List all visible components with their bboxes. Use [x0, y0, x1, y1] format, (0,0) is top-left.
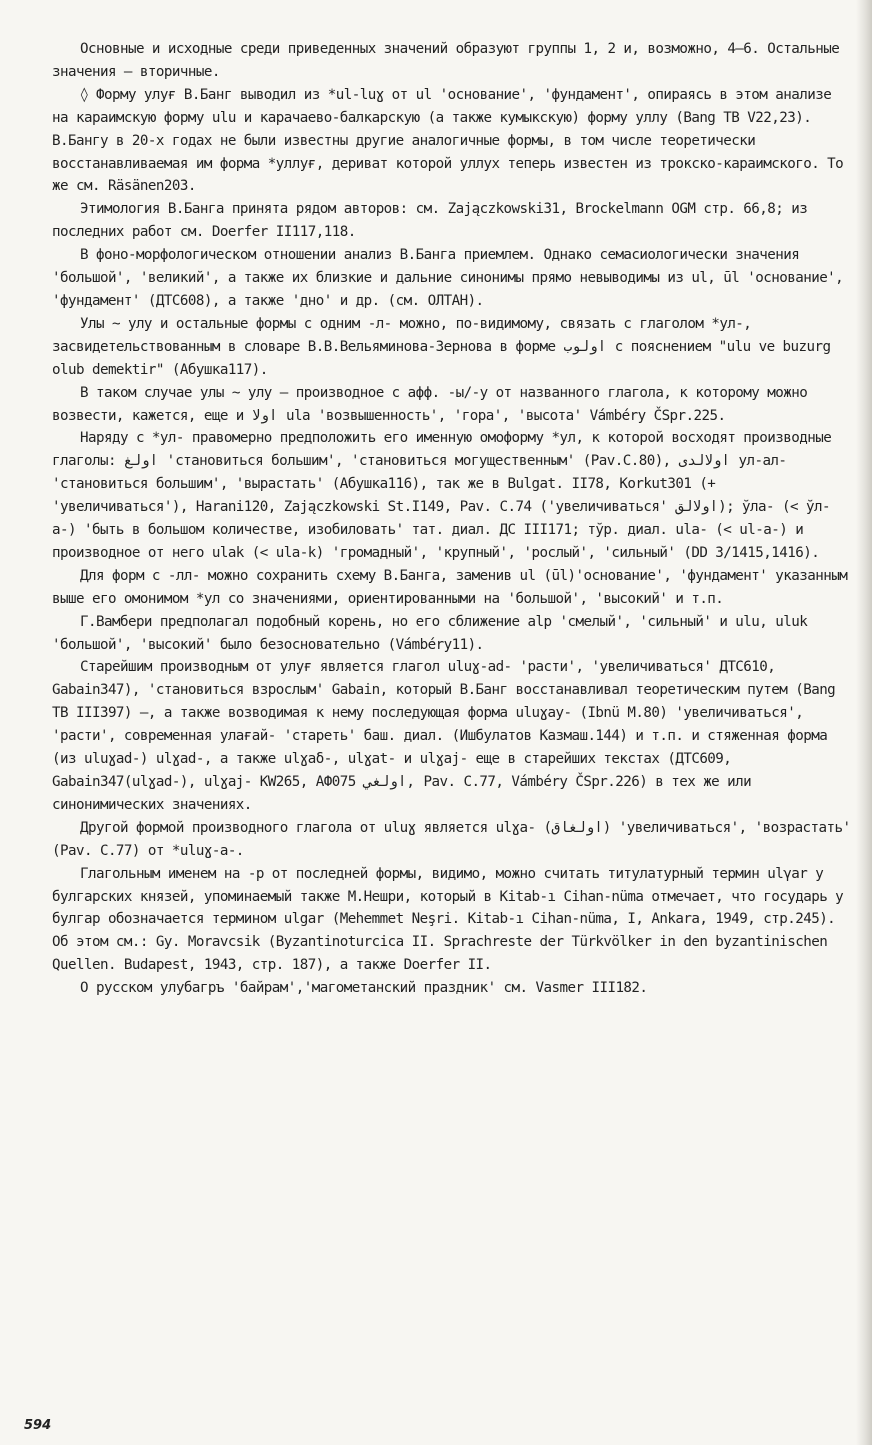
paragraph-4: В фоно-морфологическом отношении анализ В.Банга приемлем. Однако семасиологически значения 'большой', 'великий', а также их близкие и дальние синонимы прямо невыводимы из ul, ūl 'основание', 'фундамент' (ДТС608), а также 'дно' и др. (см. ОЛТАН).: [52, 247, 844, 309]
paragraph-3: Этимология В.Банга принята рядом авторов: см. Zajączkowski31, Brockelmann OGM стр. 66,8; из последних работ см. Doerfer II117,118.: [52, 201, 808, 241]
paragraph-9: Г.Вамбери предполагал подобный корень, но его сближение alp 'смелый', 'сильный' и ulu, uluk 'большой', 'высокий' было безосновательно (Vámbéry11).: [52, 613, 808, 653]
paragraph-12: Глагольным именем на -р от последней формы, видимо, можно считать титулатурный термин ulγar у булгарских князей, упоминаемый также М.Нешри, который в Kitab-ı Cihan-nüma отмечает, что государь у булгар обозначается термином ulgar (Mehemmet Neşri. Kitab-ı Cihan-nüma, I, Ankara, 1949, стр.245). Об этом см.: Gy. Moravcsik (Byzantinoturcica II. Sprachreste der Türkvölker in den byzantinischen Quellen. Budapest, 1943, стр. 187), а также Doerfer II.: [52, 865, 844, 974]
paragraph-13: О русском улубагръ 'байрам','магометанский праздник' см. Vasmer III182.: [80, 980, 648, 997]
page-edge-shadow: [856, 0, 872, 1445]
page-body: [52, 38, 852, 1000]
paragraph-11: Другой формой производного глагола от uluɣ является ulɣa- (اولغاق) 'увеличиваться', 'возрастать' (Pav. C.77) от *uluɣ-a-.: [52, 819, 851, 859]
paragraph-6: В таком случае улы ~ улу – производное с афф. -ы/-у от названного глагола, к которому можно возвести, кажется, еще и اولا ula 'возвышенность', 'гора', 'высота' Vámbéry ČSpr.225.: [52, 384, 808, 424]
paragraph-5: Улы ~ улу и остальные формы с одним -л- можно, по-видимому, связать с глаголом *ул-, засвидетельствованным в словаре В.В.Вельяминова-Зернова в форме اولوب с пояснением "ulu ve buzurg olub demektir" (Абушка117).: [52, 315, 831, 378]
paragraph-8: Для форм с -лл- можно сохранить схему В.Банга, заменив ul (ūl)'основание', 'фундамент' указанным выше его омонимом *ул со значениями, ориентированными на 'большой', 'высокий' и т.п.: [52, 567, 848, 607]
paragraph-7: Наряду с *ул- правомерно предположить его именную омоформу *ул, к которой восходят производные глаголы: اولغ 'становиться большим', 'становиться могущественным' (Pav.C.80), اولالدى ул-ал- 'становиться большим', 'вырастать' (Абушка116), так же в Bulgat. II78, Korkut301 (+ 'увеличиваться'), Harani120, Zajączkowski St.I149, Pav. C.74 ('увеличиваться' اولالق); ўла- (< ўл-а-) 'быть в большом количестве, изобиловать' тат. диал. ДС III171; тўр. диал. ula- (< ul-a-) и производное от него ulak (< ula-k) 'громадный', 'крупный', 'рослый', 'сильный' (DD 3/1415,1416).: [52, 430, 832, 561]
paragraph-1: Основные и исходные среди приведенных значений образуют группы 1, 2 и, возможно, 4–6. Остальные значения – вторичные.: [52, 41, 840, 80]
page-number: 594: [24, 1418, 52, 1433]
paragraph-2: ◊ Форму улуғ В.Банг выводил из *ul-luɣ от ul 'основание', 'фундамент', опираясь в этом анализе на караимскую форму ulu и карачаево-балкарскую (а также кумыкскую) форму уллу (Bang TB V22,23). В.Бангу в 20-х годах не были известны другие аналогичные формы, в том числе теоретически восстанавливаемая им форма *уллуғ, дериват которой уллух теперь известен из трокско-караимского. То же см. Räsänen203.: [52, 86, 844, 195]
paragraph-10: Старейшим производным от улуғ является глагол uluɣ-ad- 'расти', 'увеличиваться' ДТС610, Gabain347), 'становиться взрослым' Gabain, который В.Банг восстанавливал теоретическим путем (Bang TB III397) –, а также возводимая к нему последующая форма uluɣay- (Ibnü M.80) 'увеличиваться', 'расти', современная улағай- 'стареть' баш. диал. (Ишбулатов Казмаш.144) и т.п. и стяженная форма (из uluɣad-) ulɣad-, а также ulɣaδ-, ulɣat- и ulɣaj- еще в старейших текстах (ДТС609, Gabain347(ulɣad-), ulɣaj- KW265, АФ075 اولغي, Pav. C.77, Vámbéry ČSpr.226) в тех же или синонимических значениях.: [52, 659, 836, 813]
